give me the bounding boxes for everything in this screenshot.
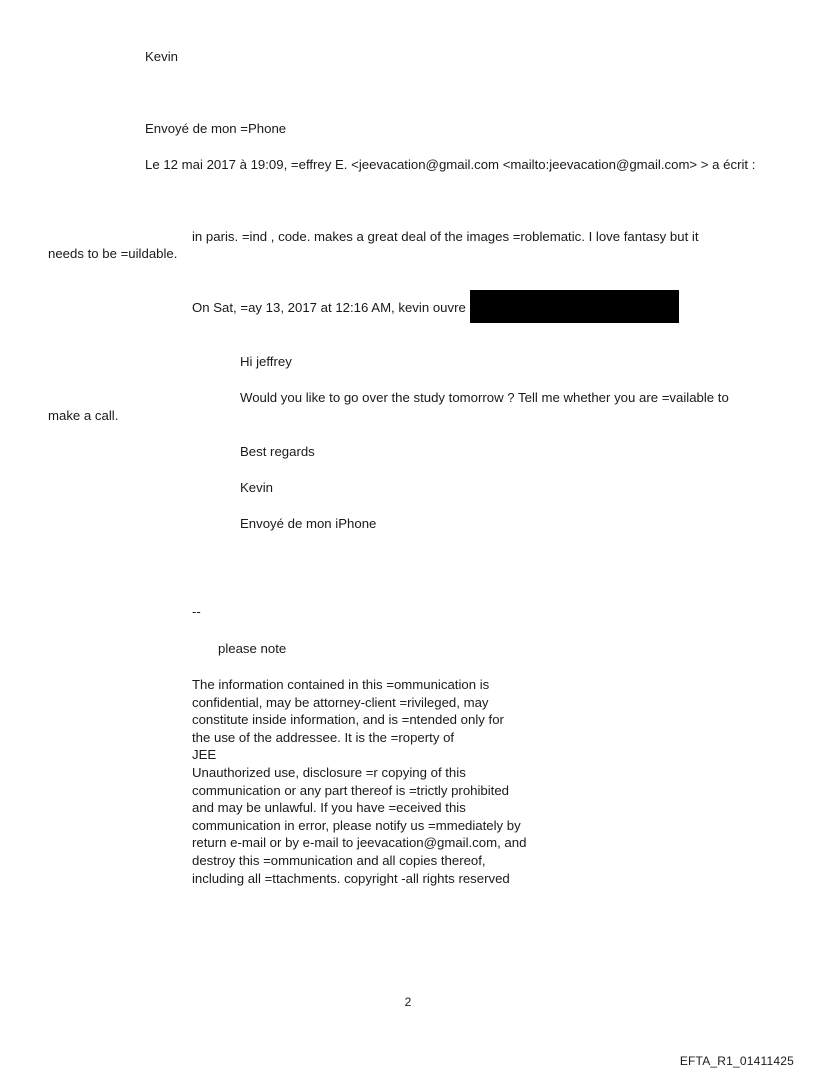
greeting: Hi jeffrey: [240, 354, 292, 369]
separator: --: [192, 604, 201, 619]
body-line-2: make a call.: [48, 408, 119, 423]
page-number: 2: [404, 995, 412, 1009]
confidentiality-disclaimer: The information contained in this =ommunication is confidential, may be attorney-client =rivileged, may constitute inside information, and is =ntended only for the use of the addressee. It is the =roperty of JEE Unauthorized use, disclosure =r copying of this communication or any part thereof is =trictly prohibited and may be unlawful. If you have =eceived this communication in error, please notify us =mmediately by return e-mail or by e-mail to jeevacation@gmail.com, and destroy this =ommunication and all copies thereof, including all =ttachments. copyright -all rights reserved: [192, 677, 527, 886]
reply-header: Le 12 mai 2017 à 19:09, =effrey E. <jeevacation@gmail.com <mailto:jeevacation@gmail.com> > a écrit :: [145, 157, 756, 172]
body-line-1: Would you like to go over the study tomorrow ? Tell me whether you are =vailable to: [240, 390, 729, 405]
reply-body-line-1: in paris. =ind , code. makes a great deal of the images =roblematic. I love fantasy but it: [192, 229, 699, 244]
quoted-header: On Sat, =ay 13, 2017 at 12:16 AM, kevin ouvre: [192, 300, 466, 315]
note-heading: please note: [218, 641, 287, 656]
redaction-box: [470, 290, 679, 323]
closing: Best regards: [240, 444, 315, 459]
bates-number: EFTA_R1_01411425: [679, 1054, 794, 1068]
signature-name: Kevin: [240, 480, 273, 495]
signature-name-top: Kevin: [145, 49, 178, 64]
sent-from-top: Envoyé de mon =Phone: [145, 121, 287, 136]
reply-body-line-2: needs to be =uildable.: [48, 246, 178, 261]
sent-from: Envoyé de mon iPhone: [240, 516, 377, 531]
